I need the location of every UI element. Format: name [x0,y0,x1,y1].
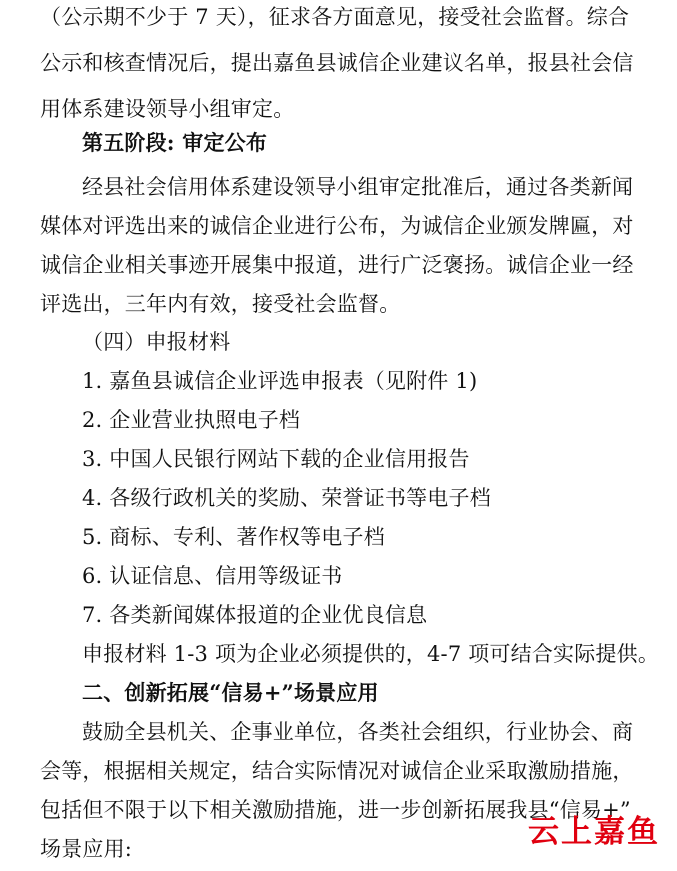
section-heading-stage-five: 第五阶段: 审定公布 [82,130,268,155]
text-line: 用体系建设领导小组审定。 [40,97,295,121]
section-heading-innovation: 二、创新拓展“信易+”场景应用 [82,680,379,705]
text-line: 经县社会信用体系建设领导小组审定批准后，通过各类新闻 [82,175,634,199]
text-line: 评选出，三年内有效，接受社会监督。 [40,292,401,316]
watermark-logo: 云上嘉鱼 [528,814,660,850]
list-item: 5. 商标、专利、著作权等电子档 [82,525,385,549]
text-line: 场景应用: [40,837,133,861]
list-item: 2. 企业营业执照电子档 [82,408,301,432]
text-line: 媒体对评选出来的诚信企业进行公布，为诚信企业颁发牌匾，对 [40,214,634,238]
text-line: 会等，根据相关规定，结合实际情况对诚信企业采取激励措施， [40,759,634,783]
list-item: 7. 各类新闻媒体报道的企业优良信息 [82,603,428,627]
text-line: 鼓励全县机关、企事业单位，各类社会组织，行业协会、商 [82,720,634,744]
list-item: 1. 嘉鱼县诚信企业评选申报表（见附件 1) [82,369,478,393]
text-line: 公示和核查情况后，提出嘉鱼县诚信企业建议名单，报县社会信 [40,51,634,75]
list-item: 6. 认证信息、信用等级证书 [82,564,343,588]
text-line: 诚信企业相关事迹开展集中报道，进行广泛褒扬。诚信企业一经 [40,253,634,277]
list-item: 4. 各级行政机关的奖励、荣誉证书等电子档 [82,486,491,510]
list-item: 3. 中国人民银行网站下载的企业信用报告 [82,447,470,471]
section-heading-materials: （四）申报材料 [82,330,231,354]
text-line: 申报材料 1-3 项为企业必须提供的，4-7 项可结合实际提供。 [82,642,660,666]
text-line: （公示期不少于 7 天），征求各方面意见，接受社会监督。综合 [40,5,630,29]
text-line: 包括但不限于以下相关激励措施，进一步创新拓展我县“信易+” [40,798,631,822]
